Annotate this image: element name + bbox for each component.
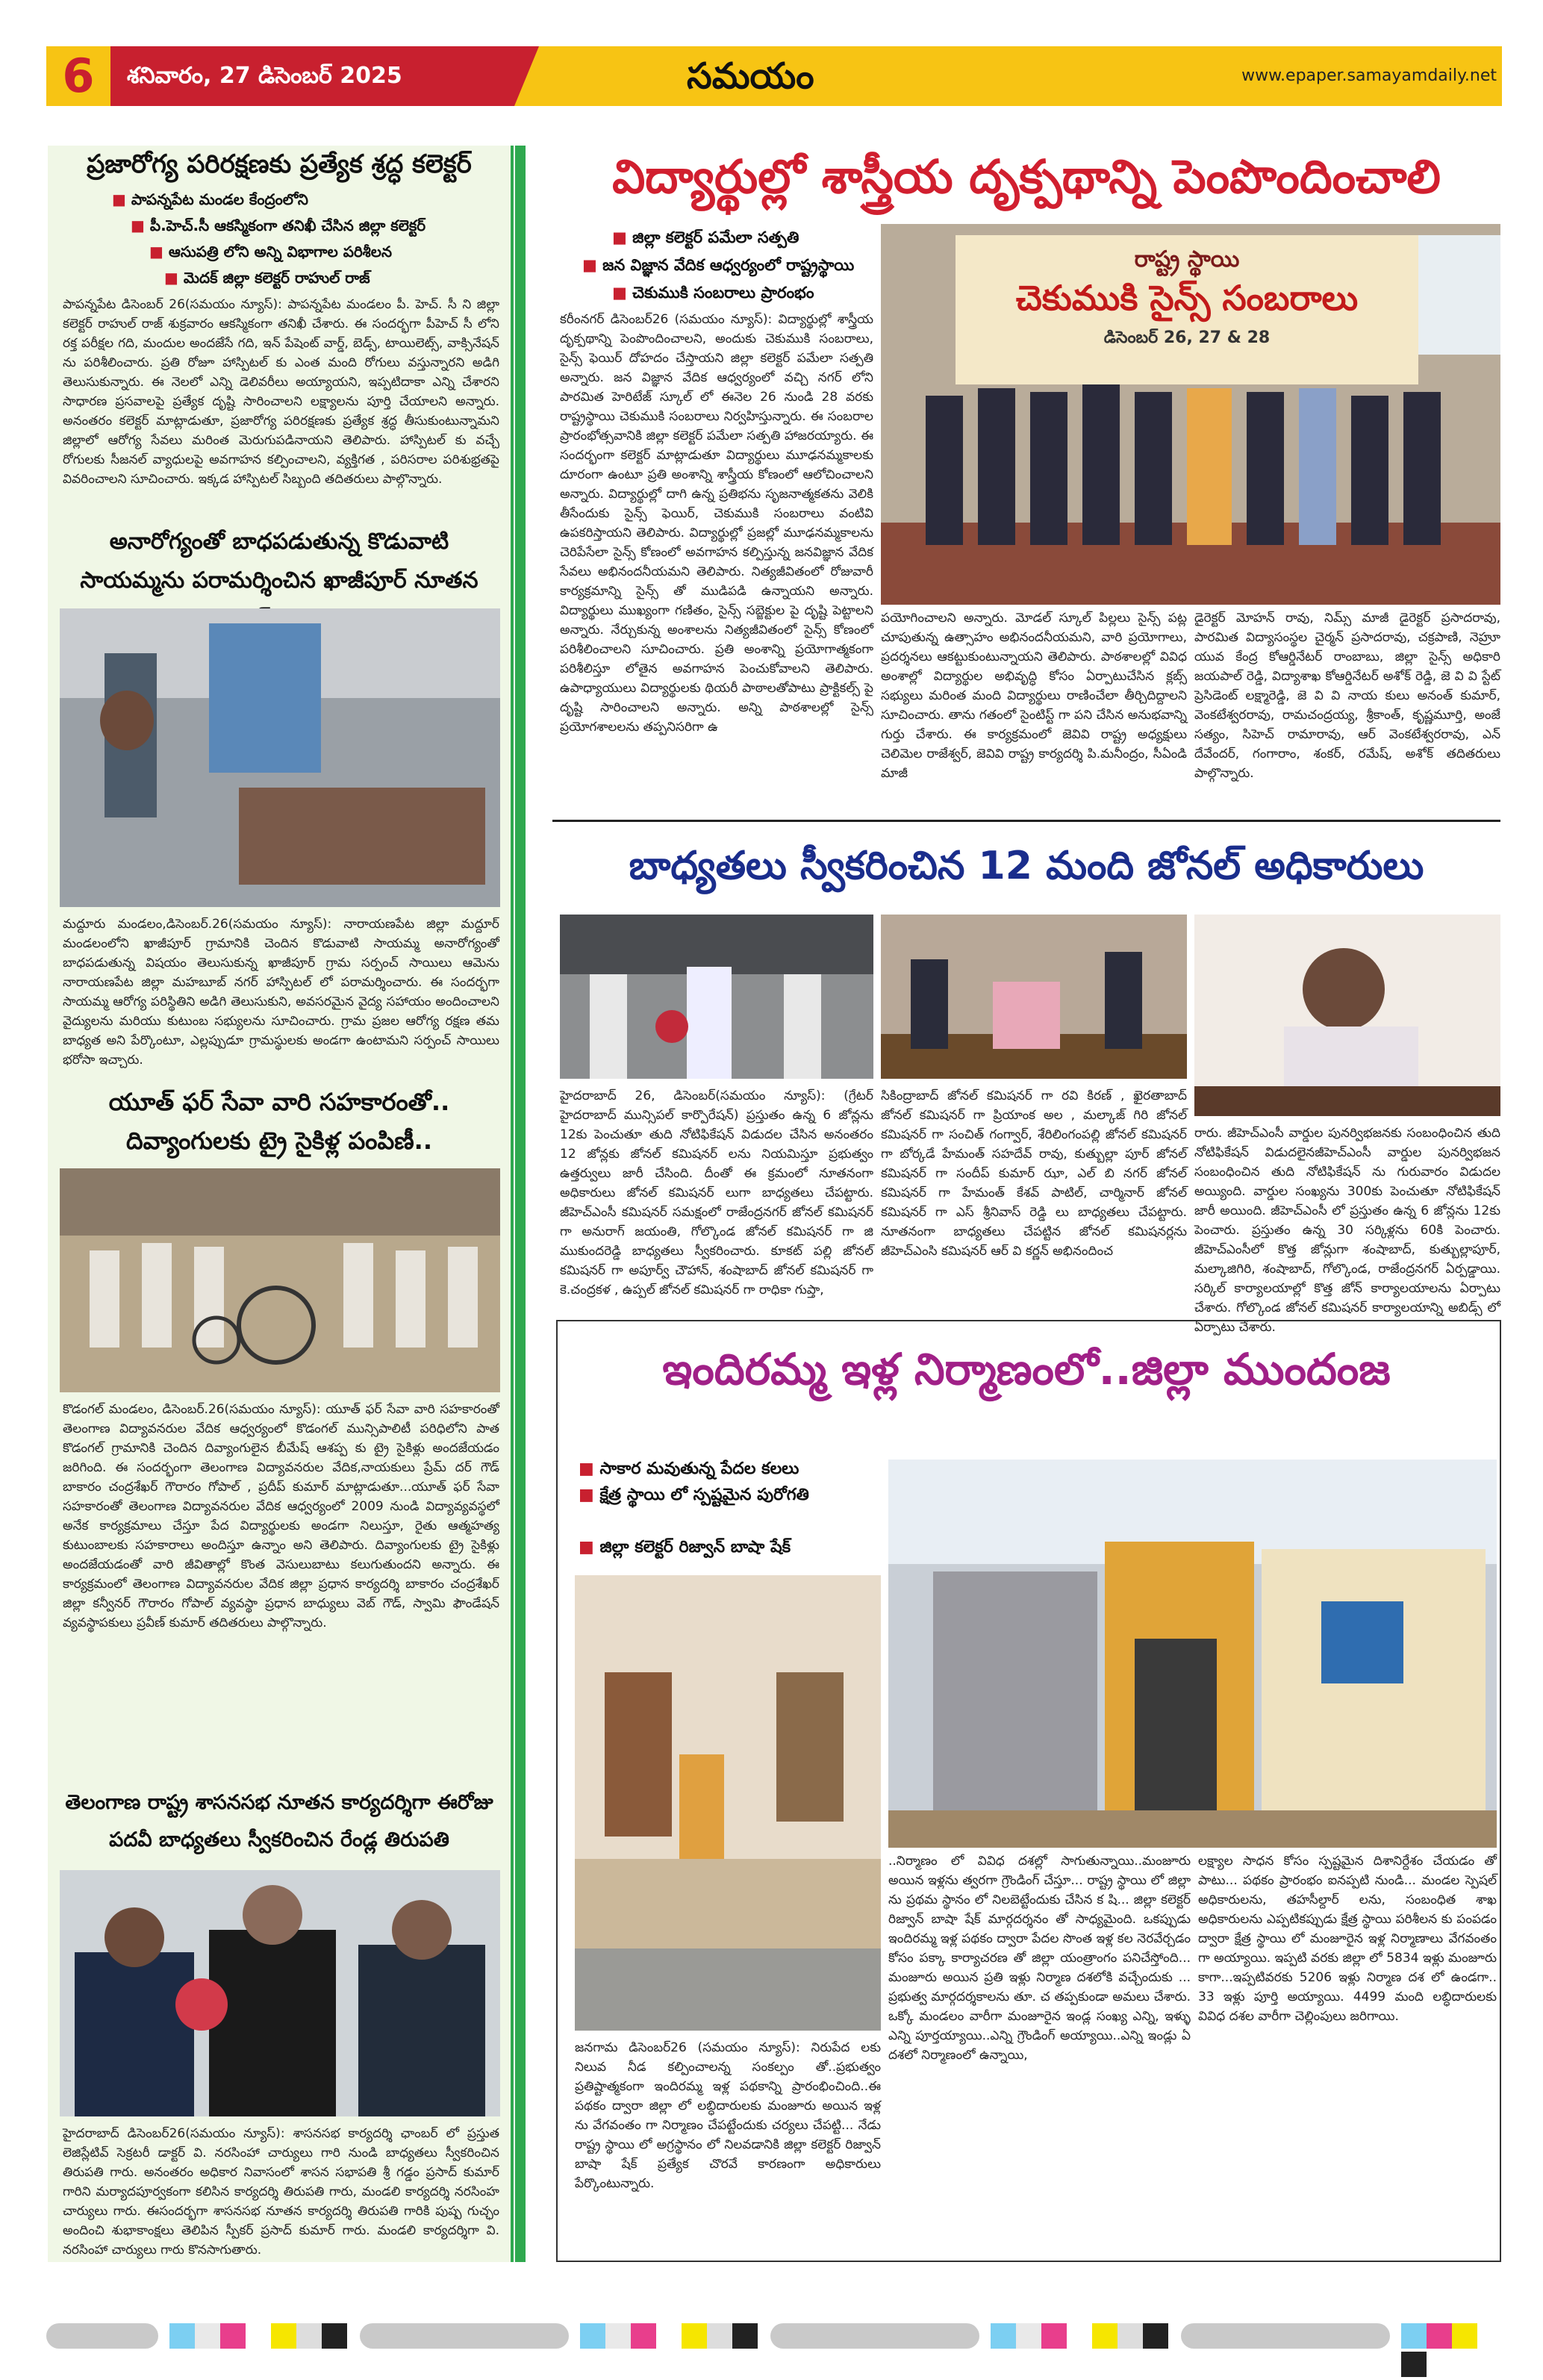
zonal-body-col1: హైదరాబాద్ 26, డిసెంబర్(సమయం న్యూస్): (గ్రేటర్ హైదరాబాద్ మున్సిపల్ కార్పొరేషన్) ప్రస్తుతం ఉన్న 6 జోన్లను 12కు పెంచుతూ తుది నోటిఫికేషన్ విడుదల చేసిన అనంతరం 12 జోన్లకు జోనల్ కమిషనర్ లను నియమిస్తూ ప్రభుత్వం ఉత్తర్వులు జారీ చేసింది. దీంతో ఈ క్రమంలో నూతనంగా అధికారులు జోనల్ కమిషనర్ లుగా బాధ్యతలు చేపట్టారు. జీహెచ్ఎంసీ కమిషనర్ సమక్షంలో రాజేంద్రనగర్ జోనల్ కమిషనర్ గా అనురాగ్ జయంతి, గోల్కొండ జోనల్ కమిషనర్ గా జి ముకుందరెడ్డి బాధ్యతలు స్వీకరించారు. కూకట్ పల్లి జోనల్ కమిషనర్ గా అపూర్వ్ చౌహాన్, శంషాబాద్ జోనల్ కమిషనర్ గా కె.చంద్రకళ , ఉప్పల్ జోనల్ కమిషనర్ గా రాధికా గుప్తా, (560, 1088, 873, 1298)
story1-body: పాపన్నపేట డిసెంబర్ 26(సమయం న్యూస్): పాపన్నపేట మండలం పీ. హెచ్. సీ ని జిల్లా కలెక్టర్ రాహుల్ రాజ్ శుక్రవారం ఆకస్మికంగా తనిఖీ చేశారు. ఈ సందర్భగా పీహెచ్ సీ లోని రక్త పరీక్షల గది, మందుల అందజేసే గది, ఇన్ పేషెంట్ వార్డ్, బెడ్స్, టాయిలెట్స్, వాక్సినేషన్ ను పరిశీలించారు. ప్రతి రోజూ హాస్పిటల్ కు ఎంత మంది రోగులు వస్తున్నారని అడిగి తెలుసుకున్నారు. ఈ నెలలో ఎన్ని డెలివరీలు అయ్యాయని, ఇప్పటిదాకా ఎన్ని చేశారని సాధారణ ప్రసవాలపై ప్రత్యేక దృష్టి సారించాలని లక్ష్యాలను పూర్తి చేయాలని అన్నారు. అనంతరం కలెక్టర్ మాట్లాడుతూ, ప్రజారోగ్య పరిరక్షణకు ప్రత్యేక శ్రద్ధ తీసుకుంటున్నామని జిల్లాలో ఆరోగ్య సేవలు మరింత మెరుగుపడినాయని తెలిపారు. హాస్పిటల్ కు వచ్చే రోగులకు సీజనల్ వ్యాధులపై అవగాహన కల్పించాలని, వ్యక్తిగత , పరిసరాల పరిశుభ్రతపై వివరించాలని సూచించారు. ఇక్కడ హాస్పిటల్ సిబ్బంది తదితరులు పాల్గొన్నారు. (63, 297, 499, 487)
story2-title[interactable]: అనారోగ్యంతో బాధపడుతున్న కొడువాటి సాయమ్మను పరామర్శించిన ఖాజీపూర్ నూతన (80, 529, 479, 594)
column-divider (515, 146, 526, 2262)
story4-title[interactable]: తెలంగాణ రాష్ట్ర శాసనసభ నూతన కార్యదర్శిగా ఈరోజు పదవీ బాధ్యతలు స్వీకరించిన రేండ్ల తిరుపతి (65, 1791, 493, 1851)
zonal-photo-3 (1194, 915, 1500, 1116)
epaper-url[interactable]: www.epaper.samayamdaily.net (1241, 66, 1497, 85)
story1-bullet-4: ■ మెదక్ జిల్లా కలెక్టర్ రాహుల్ రాజ్ (164, 269, 370, 290)
science-body-col1: కరీంనగర్ డిసెంబర్26 (సమయం న్యూస్): విద్యార్థుల్లో శాస్త్రీయ దృక్పథాన్ని పెంపొందించాలని, అందుకు చెకుముకి సంబరాలు, సైన్స్ ఫెయిర్ దోహదం చేస్తాయని జిల్లా కలెక్టర్ పమేలా సత్పతి అన్నారు. జన విజ్ఞాన వేదిక ఆధ్వర్యంలో వచ్చి నగర్ లోని పారమిత హెరిటేజ్ స్కూల్ లో ఈనెల 26 నుండి 28 వరకు రాష్ట్రస్థాయి చెకుముకి సంబరాలు నిర్వహిస్తున్నారు. ఈ సంబరాల ప్రారంభోత్సవానికి జిల్లా కలెక్టర్ పమేలా సత్పతి హాజరయ్యారు. ఈ సందర్భంగా కలెక్టర్ మాట్లాడుతూ విద్యార్థులు మూఢనమ్మకాలకు దూరంగా ఉంటూ ప్రతి అంశాన్ని శాస్త్రీయ కోణంలో ఆలోచించాలని అన్నారు. విద్యార్థుల్లో దాగి ఉన్న ప్రతిభను సృజనాత్మకతను వెలికి తీసేందుకు సైన్స్ ఫెయిర్, చెకుముకి సంబరాలు వంటివి ఉపకరిస్తాయని తెలిపారు. విద్యార్థుల్లో ప్రజల్లో మూఢనమ్మకాలను చెరిపేసేలా సైన్స్ కోణంలో అవగాహన కల్పిస్తున్న జనవిజ్ఞాన వేదిక సేవలు అభినందనీయమని తెలిపారు. నిత్యజీవితంలో రోజువారీ కార్యక్రమాన్ని సైన్స్ తో ముడిపడి ఉన్నాయని అన్నారు. విద్యార్థులు ముఖ్యంగా గణితం, సైన్స్ సబ్జెక్టుల పై దృష్టి పెట్టాలని అన్నారు. నేర్చుకున్న అంశాలను నిత్యజీవితంలో సైన్స్ కోణంలో పరిశీలించాలని సూచించారు. ప్రతి అంశాన్ని ప్రయోగాత్మకంగా పరిశీలిస్తూ లోతైన అవగాహన పెంచుకోవాలని తెలిపారు. ఉపాధ్యాయులు విద్యార్థులకు థియరీ పాఠాలతోపాటు ప్రాక్టికల్స్ పై దృష్టి సారించాలని అన్నారు. అన్ని పాఠశాలల్లో సైన్స్ ప్రయోగశాలలను తప్పనిసరిగా ఉ (560, 312, 873, 735)
zonal-body-col3: రారు. జీహెచ్ఎంసీ వార్డుల పునర్విభజనకు సంబంధించిన తుది నోటిఫికేషన్ విడుదలైనజీహెచ్ఎంసీ వార్డుల పునర్విభజన సంబంధించిన తుది నోటిఫికేషన్ ను గురువారం విడుదల అయ్యింది. వార్డుల సంఖ్యను 300కు పెంచుతూ నోటిఫికేషన్ జారీ అయింది. జీహెచ్ఎంసీ లో ప్రస్తుతం ఉన్న 6 జోన్లను 12కు పెంచారు. ప్రస్తుతం ఉన్న 30 సర్కిళ్లను 60కి పెంచారు. జీహెచ్ఎంసీలో కొత్త జోన్లుగా శంషాబాద్, కుత్బుల్లాపూర్, మల్కాజిగిరి, శంషాబాద్, గోల్కొండ, రాజేంద్రనగర్ ఏర్పడ్డాయి. సర్కిల్ కార్యాలయాల్లో కొత్త జోన్ కార్యాలయాలను ఏర్పాటు చేశారు. గోల్కొండ జోనల్ కమిషనర్ కార్యాలయాన్ని అబిడ్స్ లో ఏర్పాటు చేశారు. (1194, 1126, 1500, 1335)
issue-date: శనివారం, 27 డిసెంబర్ 2025 (127, 63, 402, 89)
indiramma-body-col2: ..నిర్మాణం లో వివిధ దశల్లో సాగుతున్నాయి..మంజూరు అయిన ఇళ్లను త్వరగా గ్రౌండింగ్ చేస్తూ... రాష్ట్ర స్థాయి లో జిల్లా ను ప్రథమ స్థానం లో నిలబెట్టేందుకు చేసిన క షి... జిల్లా కలెక్టర్ రిజ్వాన్ బాషా షేక్ మార్గదర్శనం తో సాధ్యమైంది. ఒకప్పుడు ఇందిరమ్మ ఇళ్ల పథకం ద్వారా పేదల సొంత ఇళ్ల కల నెరవేర్చడం కోసం పక్కా కార్యాచరణ తో జిల్లా యంత్రాంగం పనిచేస్తోంది... మంజూరు అయిన ప్రతి ఇళ్లు నిర్మాణ దశలోకి వచ్చేందుకు ... ప్రభుత్వ మార్గదర్శకాలను తూ. చ తప్పకుండా అమలు చేశారు. ఒక్కో మండలం వారీగా మంజూరైన ఇండ్ల సంఖ్య ఎన్ని, ఇళ్ళు ఎన్ని పూర్తయ్యాయి..ఎన్ని గ్రౌండింగ్ అయ్యాయి..ఎన్ని ఇండ్లు ఏ దశలో నిర్మాణంలో ఉన్నాయి, (888, 1854, 1191, 2063)
zonal-photo-1 (560, 915, 873, 1079)
zonal-photo-2 (881, 915, 1187, 1079)
story4-photo (60, 1870, 500, 2116)
science-photo (881, 224, 1500, 605)
story4-body: హైదరాబాద్ డిసెంబర్26(సమయం న్యూస్): శాసనసభ కార్యదర్శి ఛాంబర్ లో ప్రస్తుత లెజిస్లేటివ్ సెక్రటరీ డాక్టర్ వి. నరసింహా చార్యులు గారి నుండి బాధ్యతలు స్వీకరించిన తిరుపతి గారు. అనంతరం అధికార నివాసంలో శాసన సభాపతి శ్రీ గడ్డం ప్రసాద్ కుమార్ గారిని మర్యాదపూర్వకంగా కలిసిన కార్యదర్శి తిరుపతి గారు, మండలి కార్యదర్శి నరసింహ చార్యులు గారు. ఈసందర్భగా శాసనసభ నూతన కార్యదర్శి తిరుపతి గారికి పుష్ప గుచ్ఛం అందించి శుభాకాంక్షలు తెలిపిన స్పీకర్ ప్రసాద్ కుమార్ గారు. మండలి కార్యదర్శిగా వి. నరసింహా చార్యులు గారు కొనసాగుతారు. (63, 2126, 499, 2258)
story3-photo (60, 1168, 500, 1392)
zonal-title[interactable]: బాధ్యతలు స్వీకరించిన 12 మంది జోనల్ అధికారులు (629, 844, 1424, 888)
indiramma-photo-1 (575, 1575, 881, 2031)
indiramma-bullet-1: ■ సాకార మవుతున్న పేదల కలలు (579, 1460, 799, 1482)
story2-body: మద్దూరు మండలం,డిసెంబర్.26(సమయం న్యూస్): నారాయణపేట జిల్లా మద్దూర్ మండలంలోని ఖాజీపూర్ గ్రామానికి చెందిన కొడువాటి సాయమ్మ అనారోగ్యంతో బాధపడుతున్న విషయం తెలుసుకున్న ఖాజీపూర్ గ్రామ సర్పంచ్ సాయిలు ఆమెను నారాయణపేట జిల్లా మహబూబ్ నగర్ హాస్పిటల్ లో పరామర్శించారు. ఈ సందర్భగా సాయమ్మ ఆరోగ్య పరిస్థితిని అడిగి తెలుసుకుని, అవసరమైన వైద్య సహాయం అందించాలని వైద్యులను మరియు కుటుంబ సభ్యులను సూచించారు. గ్రామ ప్రజల ఆరోగ్య రక్షణ తమ బాధ్యత అని పేర్కొంటూ, ఎల్లప్పుడూ గ్రామస్థులకు అండగా ఉంటామని సర్పంచ్ సాయిలు భరోసా ఇచ్చారు. (63, 917, 499, 1068)
page-number: 6 (46, 46, 110, 106)
color-register-bar (46, 2323, 1502, 2349)
banner-line-2: చెకుముకి సైన్స్ సంబరాలు (1015, 278, 1359, 318)
indiramma-body-col1: జనగామ డిసెంబర్26 (సమయం న్యూస్): నిరుపేద లకు నిలువ నీడ కల్పించాలన్న సంకల్పం తో..ప్రభుత్వం ప్రతిష్టాత్మకంగా ఇందిరమ్మ ఇళ్ల పథకాన్ని ప్రారంభించింది..ఈ పథకం ద్వారా జిల్లా లో లబ్ధిదారులకు మంజూరు అయిన ఇళ్ల ను వేగవంతం గా నిర్మాణం చేపట్టేందుకు చర్యలు చేపట్టి... నేడు రాష్ట్ర స్థాయి లో అగ్రస్థానం లో నిలవడానికి జిల్లా కలెక్టర్ రిజ్వాన్ బాషా షేక్ ప్రత్యేక చొరవే కారణంగా అధికారులు పేర్కొంటున్నారు. (575, 2040, 881, 2191)
science-bullet-2: ■ జన విజ్ఞాన వేదిక ఆధ్వర్యంలో రాష్ట్రస్థాయి (582, 256, 854, 278)
story1-bullet-1: ■ పాపన్నపేట మండల కేంద్రంలోని (112, 190, 308, 212)
indiramma-bullet-2: ■ క్షేత్ర స్థాయి లో స్పష్టమైన పురోగతి (579, 1486, 847, 1508)
story3-body: కొడంగల్ మండలం, డిసెంబర్.26(సమయం న్యూస్): యూత్ ఫర్ సేవా వారి సహకారంతో తెలంగాణ విద్యావనరుల వేదిక ఆధ్వర్యంలో కొడంగల్ మున్సిపాలిటీ పరిధిలోని పాత కొడంగల్ గ్రామానికి చెందిన దివ్యాంగులైన బీమేష్ ఆశప్ప కు ట్రై సైకిళ్లు అందజేయడం జరిగింది. ఈ సందర్భంగా తెలంగాణ విద్యావనరుల వేదిక,నాయకులు ప్రేమ్ దర్ గౌడ్ బాకారం చంద్రశేఖర్ గౌరారం గోపాల్ , ప్రదీప్ కుమార్ మాట్లాడుతూ...యూత్ ఫర్ సేవా సహకారంతో తెలంగాణ విద్యావనరుల వేదిక ఆధ్వర్యంలో 2009 నుండి విద్యావ్యవస్థలో అనేక కార్యక్రమాలు చేస్తూ పేద విద్యార్థులకు అండగా నిలుస్తూ, రైతు ఆత్మహత్య కుటుంబాలకు సహకారాలు అందిస్తూ ఉన్నాం అని తెలిపారు. దివ్యాంగులకు ట్రై సైకిళ్లు అందజేయడంతో వారి జీవితాల్లో కొంత వెసులుబాటు కలుగుతుందని అన్నారు. ఈ కార్యక్రమంలో తెలంగాణ విద్యావనరుల వేదిక జిల్లా ప్రధాన కార్యదర్శి బాకారం చంద్రశేఖర్ జిల్లా కన్వీనర్ గౌరారం గోపాల్ వ్యవస్థా ప్రధాన బాధ్యులు వెబ్ గౌడ్, స్వామి ఫౌండేషన్ వ్యవస్థాపకులు ప్రవీణ్ కుమార్ తదితరులు పాల్గొన్నారు. (63, 1402, 499, 1630)
section-divider-1 (552, 820, 1500, 822)
banner-line-1: రాష్ట్ర స్థాయి (1134, 246, 1240, 272)
indiramma-body-col3: లక్ష్యాల సాధన కోసం స్పష్టమైన దిశానిర్దేశం చేయడం తో పాటు... పథకం ప్రారంభం ఐనప్పటి నుండి... మండల స్పెషల్ అధికారులను, తహసీల్దార్ లను, సంబంధిత శాఖ అధికారులను ఎప్పటికప్పుడు క్షేత్ర స్థాయి పరిశీలన కు పంపడం ద్వారా క్షేత్ర స్థాయి లో మంజూరైన ఇళ్ల నిర్మాణాలు వేగవంతం గా అయ్యాయి. ఇప్పటి వరకు జిల్లా లో 5834 ఇళ్లు మంజూరు కాగా...ఇప్పటివరకు 5206 ఇళ్లు నిర్మాణ దశ లో ఉండగా.. 33 ఇళ్లు పూర్తి అయ్యాయి. 4499 మంది లబ్ధిదారులకు వివిధ దశల వారీగా చెల్లింపులు జరిగాయి. (1198, 1854, 1497, 2024)
story2-photo (60, 608, 500, 907)
science-body-col3: డైరెక్టర్ మోహన్ రావు, నిమ్స్ మాజీ డైరెక్టర్ ప్రసాదరావు, పారమిత విద్యాసంస్థల చైర్మన్ ప్రసాదరావు, చక్రపాణి, నెహ్రూ యువ కేంద్ర కోఆర్డినేటర్ రాంబాబు, జిల్లా సైన్స్ అధికారి జయపాల్ రెడ్డి, విద్యాశాఖ కోఆర్డినేటర్ అశోక్ రెడ్డి, జె వి వి స్టేట్ ప్రెసిడెంట్ లక్ష్మారెడ్డి, జె వి వి నాయ కులు అనంత్ కుమార్, వెంకటేశ్వరరావు, రామచంద్రయ్య, శ్రీకాంత్, కృష్ణమూర్తి, అంజే సత్యం, సిహెచ్ రామారావు, ఆర్ వెంకటేశ్వరరావు, ఎన్ దేవేందర్, గంగారాం, శంకర్, రమేష్, అశోక్ తదితరులు పాల్గొన్నారు. (1194, 611, 1500, 781)
indiramma-bullet-3: ■ జిల్లా కలెక్టర్ రిజ్వాన్ బాషా షేక్ (579, 1538, 791, 1560)
science-body-col2: పయోగించాలని అన్నారు. మోడల్ స్కూల్ పిల్లలు సైన్స్ పట్ల చూపుతున్న ఉత్సాహం అభినందనీయమని, వారి ప్రయోగాలు, ప్రదర్శనలు ఆకట్టుకుంటున్నాయని తెలిపారు. పాఠశాలల్లో వివిధ అంశాల్లో విద్యార్థుల అభివృద్ధి కోసం ఏర్పాటుచేసిన క్లబ్స్ సభ్యులు మరింత మంది విద్యార్థులు రాణించేలా తీర్చిదిద్దాలని సూచించారు. తాను గతంలో సైంటిస్ట్ గా పని చేసిన అనుభవాన్ని గుర్తు చేశారు. ఈ కార్యక్రమంలో జెవివి రాష్ట్ర అధ్యక్షులు చెలిమెల రాజేశ్వర్, జెవివి రాష్ట్ర కార్యదర్శి పి.మనీంద్రం, సీఏండి మాజీ (881, 611, 1187, 781)
indiramma-title[interactable]: ఇందిరమ్మ ఇళ్ల నిర్మాణంలో..జిల్లా ముందంజ (662, 1344, 1391, 1395)
story1-bullet-2: ■ పీ.హెచ్.సీ ఆకస్మికంగా తనిఖీ చేసిన జిల్లా కలెక్టర్ (131, 216, 426, 238)
indiramma-photo-2 (888, 1460, 1497, 1848)
story1-title[interactable]: ప్రజారోగ్య పరిరక్షణకు ప్రత్యేక శ్రద్ధ కలెక్టర్ (87, 149, 472, 179)
science-bullet-1: ■ జిల్లా కలెక్టర్ పమేలా సత్పతి (612, 228, 799, 251)
newspaper-brand: సమయం (687, 55, 814, 97)
science-title[interactable]: విద్యార్థుల్లో శాస్త్రీయ దృక్పథాన్ని పెంపొందించాలి (612, 149, 1441, 204)
zonal-body-col2: సికింద్రాబాద్ జోనల్ కమిషనర్ గా రవి కిరణ్ , ఖైరతాబాద్ జోనల్ కమిషనర్ గా ప్రియాంక అల , మల్కాజ్ గిరి జోనల్ కమిషనర్ గా సంచిత్ గంగ్వార్, శేరిలింగంపల్లి జోనల్ కమిషనర్ గా బోర్కడే హేమంత్ సహదేవ్ రావు, కుత్బుల్లా పూర్ జోనల్ కమిషనర్ గా సందీప్ కుమార్ ఝా, ఎల్ బి నగర్ జోనల్ కమిషనర్ గా హేమంత్ కేశవ్ పాటిల్, చార్మినార్ జోనల్ కమిషనర్ గా ఎస్ శ్రీనివాస్ రెడ్డి లు బాధ్యతలు చేపట్టారు. నూతనంగా బాధ్యతలు చేపట్టిన జోనల్ కమిషనర్లను జీహెచ్ఎంసి కమిషనర్ ఆర్ వి కర్ణన్ అభినందించ (881, 1088, 1187, 1259)
story1-bullet-3: ■ ఆసుపత్రి లోని అన్ని విభాగాల పరిశీలన (149, 243, 392, 264)
science-bullet-3: ■ చెకుముకి సంబరాలు ప్రారంభం (612, 284, 814, 306)
story3-title[interactable]: యూత్ ఫర్ సేవా వారి సహకారంతో.. దివ్యాంగులకు ట్రై సైకిళ్ల పంపిణీ.. (108, 1088, 450, 1155)
banner-line-3: డిసెంబర్ 26, 27 & 28 (1103, 328, 1271, 347)
